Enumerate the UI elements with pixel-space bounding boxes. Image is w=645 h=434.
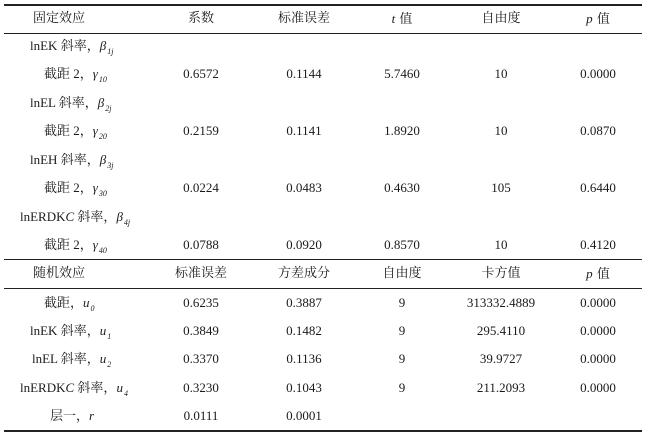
u-subscript: 4 <box>123 389 128 398</box>
table-row <box>0 174 645 202</box>
p-symbol: p <box>586 266 593 281</box>
u-subscript: 0 <box>90 304 95 313</box>
u-symbol: u <box>99 351 107 366</box>
se-cell: 0.0483 <box>286 180 322 195</box>
se-cell: 0.3370 <box>183 351 219 366</box>
col-standard-error: 标准误差 <box>174 266 227 281</box>
row-label <box>30 146 160 174</box>
beta-subscript: 2j <box>105 104 112 113</box>
coef-cell: 0.2159 <box>183 123 219 138</box>
df-cell: 9 <box>398 323 406 338</box>
se-cell: 0.0920 <box>286 237 322 252</box>
row-label <box>30 317 160 345</box>
beta-subscript: 3j <box>107 161 114 170</box>
col-p-value <box>558 260 638 288</box>
df-cell: 9 <box>398 380 406 395</box>
t-value-text: 值 <box>399 12 413 27</box>
label-text: 截距 2， <box>44 237 93 252</box>
label-text: 截距 2， <box>44 180 93 195</box>
label-text: lnEK 斜率， <box>30 323 100 338</box>
chi-square-cell: 211.2093 <box>476 380 526 395</box>
label-text: lnEL 斜率， <box>30 95 98 110</box>
col-degrees-freedom: 自由度 <box>481 11 521 26</box>
row-label <box>44 60 154 88</box>
chi-square-cell: 295.4110 <box>476 323 526 338</box>
table-row <box>0 317 645 345</box>
p-cell: 0.0870 <box>580 123 616 138</box>
u-symbol: u <box>116 380 123 395</box>
table-row <box>0 289 645 317</box>
chi-square-cell: 39.9727 <box>479 351 523 366</box>
t-cell: 1.8920 <box>384 123 420 138</box>
df-cell: 105 <box>491 180 511 195</box>
table-row <box>0 203 645 231</box>
col-coefficient: 系数 <box>187 11 214 26</box>
coef-cell: 0.0224 <box>183 180 219 195</box>
se-cell: 0.0111 <box>183 408 219 423</box>
df-cell: 9 <box>398 295 406 310</box>
p-value-text: 值 <box>596 12 610 27</box>
gamma-symbol: γ <box>92 180 98 195</box>
t-symbol: t <box>391 11 396 26</box>
table-row <box>0 117 645 145</box>
row-label <box>20 203 170 231</box>
label-text: lnERDK <box>20 209 66 224</box>
col-fixed-effects: 固定效应 <box>32 11 85 26</box>
row-label <box>50 402 160 430</box>
table-row <box>0 146 645 174</box>
df-cell: 9 <box>398 351 406 366</box>
table-row <box>0 402 645 430</box>
gamma-symbol: γ <box>92 237 98 252</box>
gamma-subscript: 40 <box>98 246 107 255</box>
label-text: lnERDK <box>20 380 66 395</box>
r-symbol: r <box>89 408 95 423</box>
coef-cell: 0.0788 <box>183 237 219 252</box>
t-cell: 5.7460 <box>384 66 420 81</box>
col-degrees-freedom: 自由度 <box>382 266 422 281</box>
variance-cell: 0.1043 <box>286 380 322 395</box>
gamma-subscript: 30 <box>98 189 107 198</box>
table-row <box>0 89 645 117</box>
label-text: lnEL 斜率， <box>32 351 100 366</box>
se-cell: 0.6235 <box>183 295 219 310</box>
row-label <box>30 32 160 60</box>
u-subscript: 2 <box>107 360 112 369</box>
label-italic-c: C <box>65 209 75 224</box>
beta-symbol: β <box>99 152 107 167</box>
label-text: lnEH 斜率， <box>30 152 100 167</box>
p-cell: 0.0000 <box>580 66 616 81</box>
beta-symbol: β <box>99 38 107 53</box>
p-value-text: 值 <box>596 267 610 282</box>
row-label <box>30 89 160 117</box>
gamma-symbol: γ <box>92 66 98 81</box>
gamma-subscript: 20 <box>98 132 107 141</box>
row-label <box>32 345 162 373</box>
chi-square-cell: 313332.4889 <box>466 295 536 310</box>
df-cell: 10 <box>494 237 508 252</box>
beta-symbol: β <box>97 95 105 110</box>
label-text: 斜率， <box>74 209 117 224</box>
se-cell: 0.1141 <box>286 123 322 138</box>
col-variance-component: 方差成分 <box>277 266 330 281</box>
beta-symbol: β <box>116 209 123 224</box>
p-cell: 0.6440 <box>580 180 616 195</box>
table-row <box>0 345 645 373</box>
coef-cell: 0.6572 <box>183 66 219 81</box>
col-standard-error: 标准误差 <box>277 11 330 26</box>
table-row <box>0 374 645 402</box>
table-row <box>0 231 645 259</box>
df-cell: 10 <box>494 123 508 138</box>
se-cell: 0.3849 <box>183 323 219 338</box>
variance-cell: 0.1136 <box>286 351 322 366</box>
label-text: 截距 2， <box>44 66 93 81</box>
p-cell: 0.0000 <box>580 380 616 395</box>
row-label <box>44 174 154 202</box>
gamma-subscript: 10 <box>98 75 107 84</box>
p-cell: 0.0000 <box>580 323 616 338</box>
t-cell: 0.8570 <box>384 237 420 252</box>
random-effects-header <box>0 260 645 288</box>
label-text: 斜率， <box>74 380 117 395</box>
p-cell: 0.0000 <box>580 351 616 366</box>
col-t-value <box>357 5 447 33</box>
beta-subscript: 1j <box>107 47 114 56</box>
label-text: 截距 2， <box>44 123 93 138</box>
p-cell: 0.4120 <box>580 237 616 252</box>
row-label <box>44 117 154 145</box>
col-random-effects: 随机效应 <box>32 266 85 281</box>
u-symbol: u <box>83 295 90 310</box>
gamma-symbol: γ <box>92 123 98 138</box>
label-text: 截距， <box>44 295 84 310</box>
table-row <box>0 60 645 88</box>
p-symbol: p <box>586 11 593 26</box>
col-chi-square: 卡方值 <box>481 266 521 281</box>
se-cell: 0.3230 <box>183 380 219 395</box>
variance-cell: 0.3887 <box>286 295 322 310</box>
col-p-value <box>558 5 638 33</box>
fixed-effects-header <box>0 5 645 33</box>
df-cell: 10 <box>494 66 508 81</box>
u-subscript: 1 <box>107 332 112 341</box>
u-symbol: u <box>99 323 107 338</box>
row-label <box>44 289 154 317</box>
beta-subscript: 4j <box>123 218 131 227</box>
t-cell: 0.4630 <box>384 180 420 195</box>
table-bottom-rule <box>4 430 642 432</box>
row-label <box>20 374 170 402</box>
label-italic-c: C <box>65 380 75 395</box>
se-cell: 0.1144 <box>286 66 322 81</box>
label-text: 层一， <box>50 408 90 423</box>
table-row <box>0 32 645 60</box>
label-text: lnEK 斜率， <box>30 38 100 53</box>
variance-cell: 0.1482 <box>286 323 322 338</box>
variance-cell: 0.0001 <box>286 408 322 423</box>
p-cell: 0.0000 <box>580 295 616 310</box>
row-label <box>44 231 154 259</box>
